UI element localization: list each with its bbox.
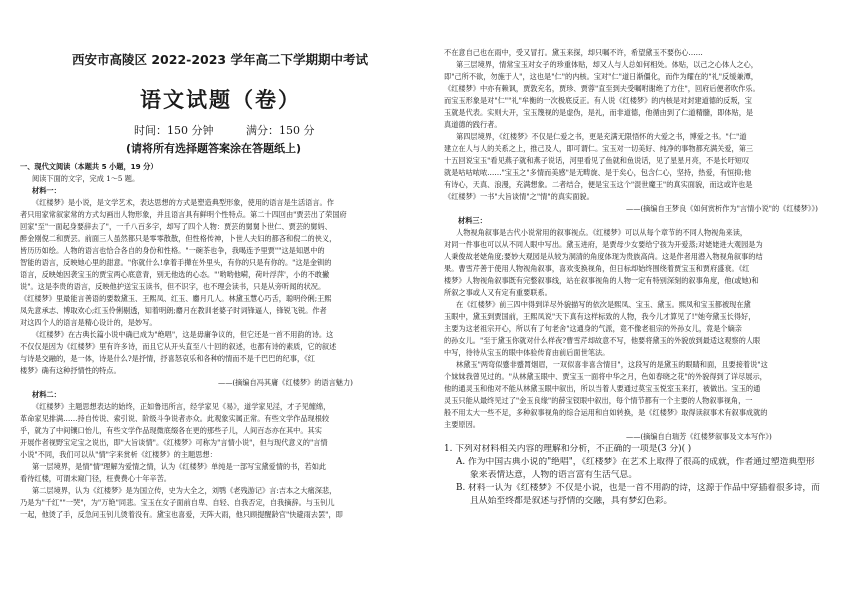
text-line: 他的通灵玉和他对不能从林黛玉眼中叙出，所以当着人要通过莫宝玉悦室玉来打，被做出。宝玉的通: [444, 384, 761, 393]
text-line: ——(摘编自白瑞芳《红楼梦叙事及文本写作》): [626, 432, 772, 441]
text-line: 一、现代文阅读（本题共 5 小题，19 分）: [20, 162, 158, 171]
text-line: ——(摘编自冯其庸《红楼梦》的语言魅力): [218, 378, 353, 387]
text-line: 林黛玉"两弯似蹙非蹙罥烟眉，一双似喜非喜含情目"，这段写的是黛玉的眼睛和面，且要接着说"这: [456, 360, 768, 369]
text-line: 材料二：: [32, 390, 61, 399]
text-line: 的孙女儿。"至于黛玉你就对什么样夜?曹雪芹却故意不写，他要将黛玉的外貌放到最适这观察的人眼: [444, 336, 761, 345]
text-line: 人物视角叙事是古代小说常用的叙事视点。《红楼梦》可以从每个章节的不同人物视角来读，: [456, 228, 748, 237]
text-line: 果。曹雪芹善于使用人物视角叙事，喜欢变换视角，但日标却始终围绕着贾宝玉和贾府盛衰。《红: [444, 264, 750, 273]
text-line: 第三层境界，情常宝玉对女子的珍重体贴，却又人与人总如何相处。体贴，以己之心体人之心，: [456, 60, 758, 69]
text-line: 象来表情达意，人物的语言富有生活气息。: [470, 470, 638, 480]
full-score: 满分：150 分: [246, 124, 315, 137]
text-line: 有诗心，天真、浪漫，充满想象。二者结合，便是宝玉这个"混世魔王"的真实面貌，而这或许也是: [444, 180, 753, 189]
text-line: 第一层境界，是情"情"理解为爱情之情，认为《红楼梦》单纯是一部写宝黛爱情的书，若如此: [32, 462, 327, 471]
text-line: 般不用太大一些不足，多种叙事视角的综合运用和自如转换，是《红楼梦》取得读叙事术有叙事成就的: [444, 408, 768, 417]
text-line: 乎，就为了中间镶口怡儿，有些文学作品现微底缀各在更的那些子儿，人间百态亦在其中。其实: [20, 426, 322, 435]
text-line: 对同一件事也可以从不同人眼中写出。黛玉进府，是贾母少女要给宁孩为开爱蒸;对姥姥进大观园是为: [444, 240, 763, 249]
text-line: 材料三：: [458, 216, 487, 225]
text-line: 真道德的践行者。: [444, 120, 502, 129]
text-line: 说"。这是李贵的语言，反映他护送宝玉读书，但不识字，也不理会读书，只是从旁听闻的状况。: [20, 282, 326, 291]
text-line: 玉眼中，黛玉到贾国前，王熙凤说"天下真有这样标致的人物，我今儿才算见了!"她夸黛玉长得好，: [444, 312, 756, 321]
text-line: 语言，反映她因袭宝玉的贾宝两心底意青，别无他选的心态。"'哟哟他嗬，荷叶浮萍'，小的不敢撇: [20, 270, 330, 279]
text-line: 十五回说宝玉"看见燕子就和燕子说话，河里看见了鱼就和鱼说话，见了星星月亮，不是长吁短叹: [444, 156, 750, 165]
text-line: 个妹妹我曾见过的。"从林黛玉眼中、贾宝玉一面将中华之月，色如春晓之花"的外貌得到了详尽展示，: [444, 372, 767, 381]
text-line: 回家"至"一面起身要辞去了"，一千八百多字，却写了四个人物：贾芸的舅舅卜世仁、贾芸的舅妈、: [20, 222, 332, 231]
text-line: 建立在人与人的关系之上，推己及人，即可谓仁。宝玉对一切美好、纯净的事物都充满关爱，第三: [444, 144, 754, 153]
text-line: 且从始至终都是叙述与抒情的交融，具有梦幻色彩。: [470, 496, 673, 506]
text-line: 材料一：: [32, 186, 61, 195]
text-line: 凤先意承志、博取欢心;红玉伶俐剔透，知着明朗;麝月在教训老婆子时词锋逼人，锋锐飞锐。作者: [20, 306, 327, 315]
text-line: 不仅仅是因为《红楼梦》里有许多诗，而且它从开头直至八十回的叙述，也都有诗的素质，它的叙述: [20, 342, 337, 351]
exam-time: 时间：150 分钟: [134, 124, 214, 137]
right-column: [430, 0, 860, 595]
text-line: 第四层境界，《红楼梦》不仅是仁爱之书，更是充满无限悟怀的大爱之书，博爱之书。"仁"道: [456, 132, 747, 141]
text-line: 人秉俊故老姥角度;要妙大观园是从较为洞清的角度体现为贵族高尚。这是作者用潜入物视角叙事的结: [444, 252, 763, 261]
text-line: 《红楼梦》在古典长篇小说中确已成为"绝唱"，这是毋庸争议的，但它还是一首不用韵的诗。这: [32, 330, 334, 339]
text-line: 皆历历如绘。人物的语言也恰合各自的身份和性格。"一碗茶也争，我喝连予里贾""这是知恩中的: [20, 246, 325, 255]
text-line: 一起，他烫了手，反急问玉钊儿烫着没有。黛宝也喜爱，天阵大雨，他只顾提醒龄官"快避雨去罢"，即: [20, 510, 343, 519]
text-line: 不在意自己也在雨中，受又冒打。黛玉来探，却只嘱不许，希望黛玉不要伤心……: [444, 48, 703, 57]
text-line: 《红楼梦》中亦有赖讽，贾敦充名，贾珍、贾蓉"直至到夫受嘱咐谢绝了方住"，回府后便者吹作乐。: [444, 84, 760, 93]
text-line: 所叙之事或人又有定有重要联系。: [444, 288, 552, 297]
answer-sheet-note: (请将所有选择题答案涂在答题纸上): [126, 142, 302, 155]
text-line: 主要原因。: [444, 420, 480, 429]
text-line: 在《红楼梦》前三四中得到详尽外貌描写的依次是熙凤、宝玉、黛玉。熙凤和宝玉都被现在黛: [456, 300, 751, 309]
text-line: 对这四个人的语言是精心设计的，是妙写。: [20, 318, 157, 327]
text-line: 《红楼梦》里最能言善语的要数黛玉、王熙凤、红玉、麝月几人。林黛玉慧心巧舌，聪明伶俐;王熙: [20, 294, 332, 303]
text-line: 第二层境界，认为《红楼梦》是为国立传，史为大全之，刘鹗《老残游记》言:吉本之大痛深悲，: [32, 486, 337, 495]
exam-title: 西安市高陵区 2022-2023 学年高二下学期期中考试: [72, 52, 368, 67]
text-line: 《红楼梦》一书"大旨谈情"之"情"的真实面貌。: [444, 192, 594, 201]
text-line: 者只用家常叙家常的方式勾画出人物形象，并且语言具有鲜明个性特点。第二十四回由"贾芸出了荣国府: [20, 210, 347, 219]
text-line: 1. 下列对材料相关内容的理解和分析，不正确的一项是(3 分)( ): [444, 444, 692, 454]
text-line: 与诗是交融的，是一体，诗是什么?是抒情，抒喜怒哀乐和各种的情而不是千巴巴的纪事，《红: [20, 354, 315, 363]
text-line: 开展作者视野宝定宝之说出，即"大旨谈情"。《红楼梦》可称为"言情小说"，但与现代意义的"言情: [20, 438, 328, 447]
text-line: ——(摘编自王梦良《如何赏析作为"言情小说"的《红楼梦》》): [626, 204, 818, 213]
text-line: 智能的语言，反映她心里的甜意。"你就什么!拿着手撵在外里头，有你的只是有你的。"这是金钏的: [20, 258, 332, 267]
text-line: 《红楼梦》主题思想表达的始终，正如鲁迅所言，经学家见《易》，道学家见淫，才子见缠绵，: [32, 402, 331, 411]
text-line: 灵玉只能从最终见过了"金玉良缘"的薛宝钗眼中叙出，每个情节都有一个主要的人物叙事视角，一: [444, 396, 753, 405]
text-line: 看待红楼，可谓未窥门径，枉费费心十年辛苦。: [20, 474, 171, 483]
subject-title: 语文试题（卷）: [140, 88, 301, 112]
text-line: 中写，待待从宝玉的眼中体验传育由前后面世笔法。: [444, 348, 610, 357]
text-line: 楼梦》人物视角叙事既有完整叙事线，站在叙事视角的人物一定有特别深刻的叙事角度，他(或她)和: [444, 276, 759, 285]
text-line: 主要为这老祖宗开心，所以有了句老舍"这通身的气派，竟不像老祖宗的外孙女儿，竟是个嫡亲: [444, 324, 742, 333]
text-line: 就是咕咕哝哝……"宝玉之"多情而美感"是无畴旋、是于矣心，包含仁心，坚持，热爱，有恒抑;他: [444, 168, 752, 177]
text-line: 即"己所不欲，勿施于人"，这也是"仁"的内核。宝对"仁"道日渐僵化，而作为耀在的"礼"反缓兼潭，: [444, 72, 758, 81]
text-line: 革命家见排满……持自传说、索引说、阶级斗争说者亦众。此观象实属正常。有些文学作品现根较: [20, 414, 330, 423]
text-line: 楼梦》确有这种抒情性的特点。: [20, 366, 121, 375]
text-line: 醉金刚倪二和贾芸。前面三人虽然都只是零零散散，但性格传神，卜世人夫妇的都吝和倪二的侠义，: [20, 234, 337, 243]
text-line: 阅读下面的文字，完成 1～5 题。: [32, 174, 140, 183]
text-line: 小说"不同，我们可以从"情"字来赏析《红楼梦》的主题思想：: [20, 450, 217, 459]
text-line: 乃是为"千红""一哭"，为"万艳"同悲。宝玉在女子面前自卑、自轻、自我否定，自我摘辞。与玉钊儿: [20, 498, 335, 507]
text-line: B. 材料一认为《红楼梦》不仅是小说，也是一首不用韵的诗，这源于作品中穿插着很多诗，而: [456, 483, 820, 493]
text-line: 玉就是代表。实则大开，宝玉篾视的是虚伪，是礼，而非道德，他循由到了仁道精髓，即体贴，是: [444, 108, 754, 117]
text-line: 《红楼梦》是小说，是文学艺术，表达思想的方式是塑造典型形象，使用的语言是生活语言。作: [32, 198, 334, 207]
text-line: 而宝玉形象是对"仁""礼"牟衡的一次极底反正。有人说《红楼梦》的内核是对封建道德的反叛，宝: [444, 96, 752, 105]
text-line: A. 作为中国古典小说的"绝唱"，《红楼梦》在艺术上取得了很高的成就，作者通过塑造典型形: [456, 457, 815, 467]
